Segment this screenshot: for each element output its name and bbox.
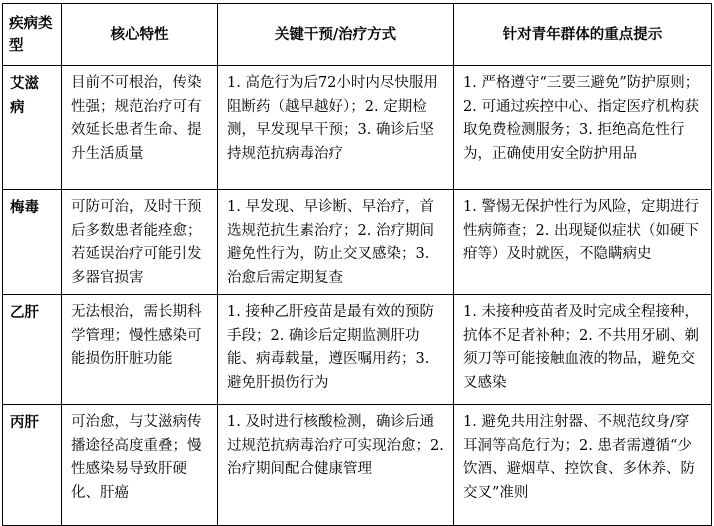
disease-type-cell: 丙肝: [3, 405, 62, 526]
core-feature-cell: 目前不可根治，传染性强；规范治疗可有效延长患者生命、提升生活质量: [62, 66, 218, 190]
disease-type-cell: 艾滋病: [3, 66, 62, 190]
intervention-cell: 1. 早发现、早诊断、早治疗，首选规范抗生素治疗；2. 治疗期间避免性行为，防止交叉感染；3. 治愈后需定期复查: [218, 190, 454, 295]
core-feature-cell: 无法根治，需长期科学管理；慢性感染可能损伤肝脏功能: [62, 295, 218, 405]
header-disease-type: 疾病类型: [3, 4, 62, 66]
intervention-cell: 1. 接种乙肝疫苗是最有效的预防手段；2. 确诊后定期监测肝功能、病毒载量，遵医嘱用药；3. 避免肝损伤行为: [218, 295, 454, 405]
header-youth-tips: 针对青年群体的重点提示: [454, 4, 712, 66]
youth-tips-cell: 1. 避免共用注射器、不规范纹身/穿耳洞等高危行为；2. 患者需遵循“少饮酒、避烟草、控饮食、多休养、防交叉”准则: [454, 405, 712, 526]
disease-comparison-table: [2, 3, 712, 526]
header-intervention: 关键干预/治疗方式: [218, 4, 454, 66]
youth-tips-cell: 1. 严格遵守“三要三避免”防护原则；2. 可通过疾控中心、指定医疗机构获取免费检测服务；3. 拒绝高危性行为，正确使用安全防护用品: [454, 66, 712, 190]
core-feature-cell: 可治愈，与艾滋病传播途径高度重叠；慢性感染易导致肝硬化、肝癌: [62, 405, 218, 526]
core-feature-cell: 可防可治，及时干预后多数患者能痊愈；若延误治疗可能引发多器官损害: [62, 190, 218, 295]
table-row: [3, 405, 712, 526]
intervention-cell: 1. 高危行为后72小时内尽快服用阻断药（越早越好）；2. 定期检测，早发现早干预；3. 确诊后坚持规范抗病毒治疗: [218, 66, 454, 190]
disease-type-cell: 乙肝: [3, 295, 62, 405]
youth-tips-cell: 1. 警惕无保护性行为风险，定期进行性病筛查；2. 出现疑似症状（如硬下疳等）及时就医，不隐瞒病史: [454, 190, 712, 295]
table-row: [3, 190, 712, 295]
table-row: [3, 295, 712, 405]
intervention-cell: 1. 及时进行核酸检测，确诊后通过规范抗病毒治疗可实现治愈；2. 治疗期间配合健康管理: [218, 405, 454, 526]
youth-tips-cell: 1. 未接种疫苗者及时完成全程接种，抗体不足者补种；2. 不共用牙刷、剃须刀等可能接触血液的物品，避免交叉感染: [454, 295, 712, 405]
header-core-feature: 核心特性: [62, 4, 218, 66]
table-header-row: [3, 4, 712, 66]
disease-type-cell: 梅毒: [3, 190, 62, 295]
table-row: [3, 66, 712, 190]
